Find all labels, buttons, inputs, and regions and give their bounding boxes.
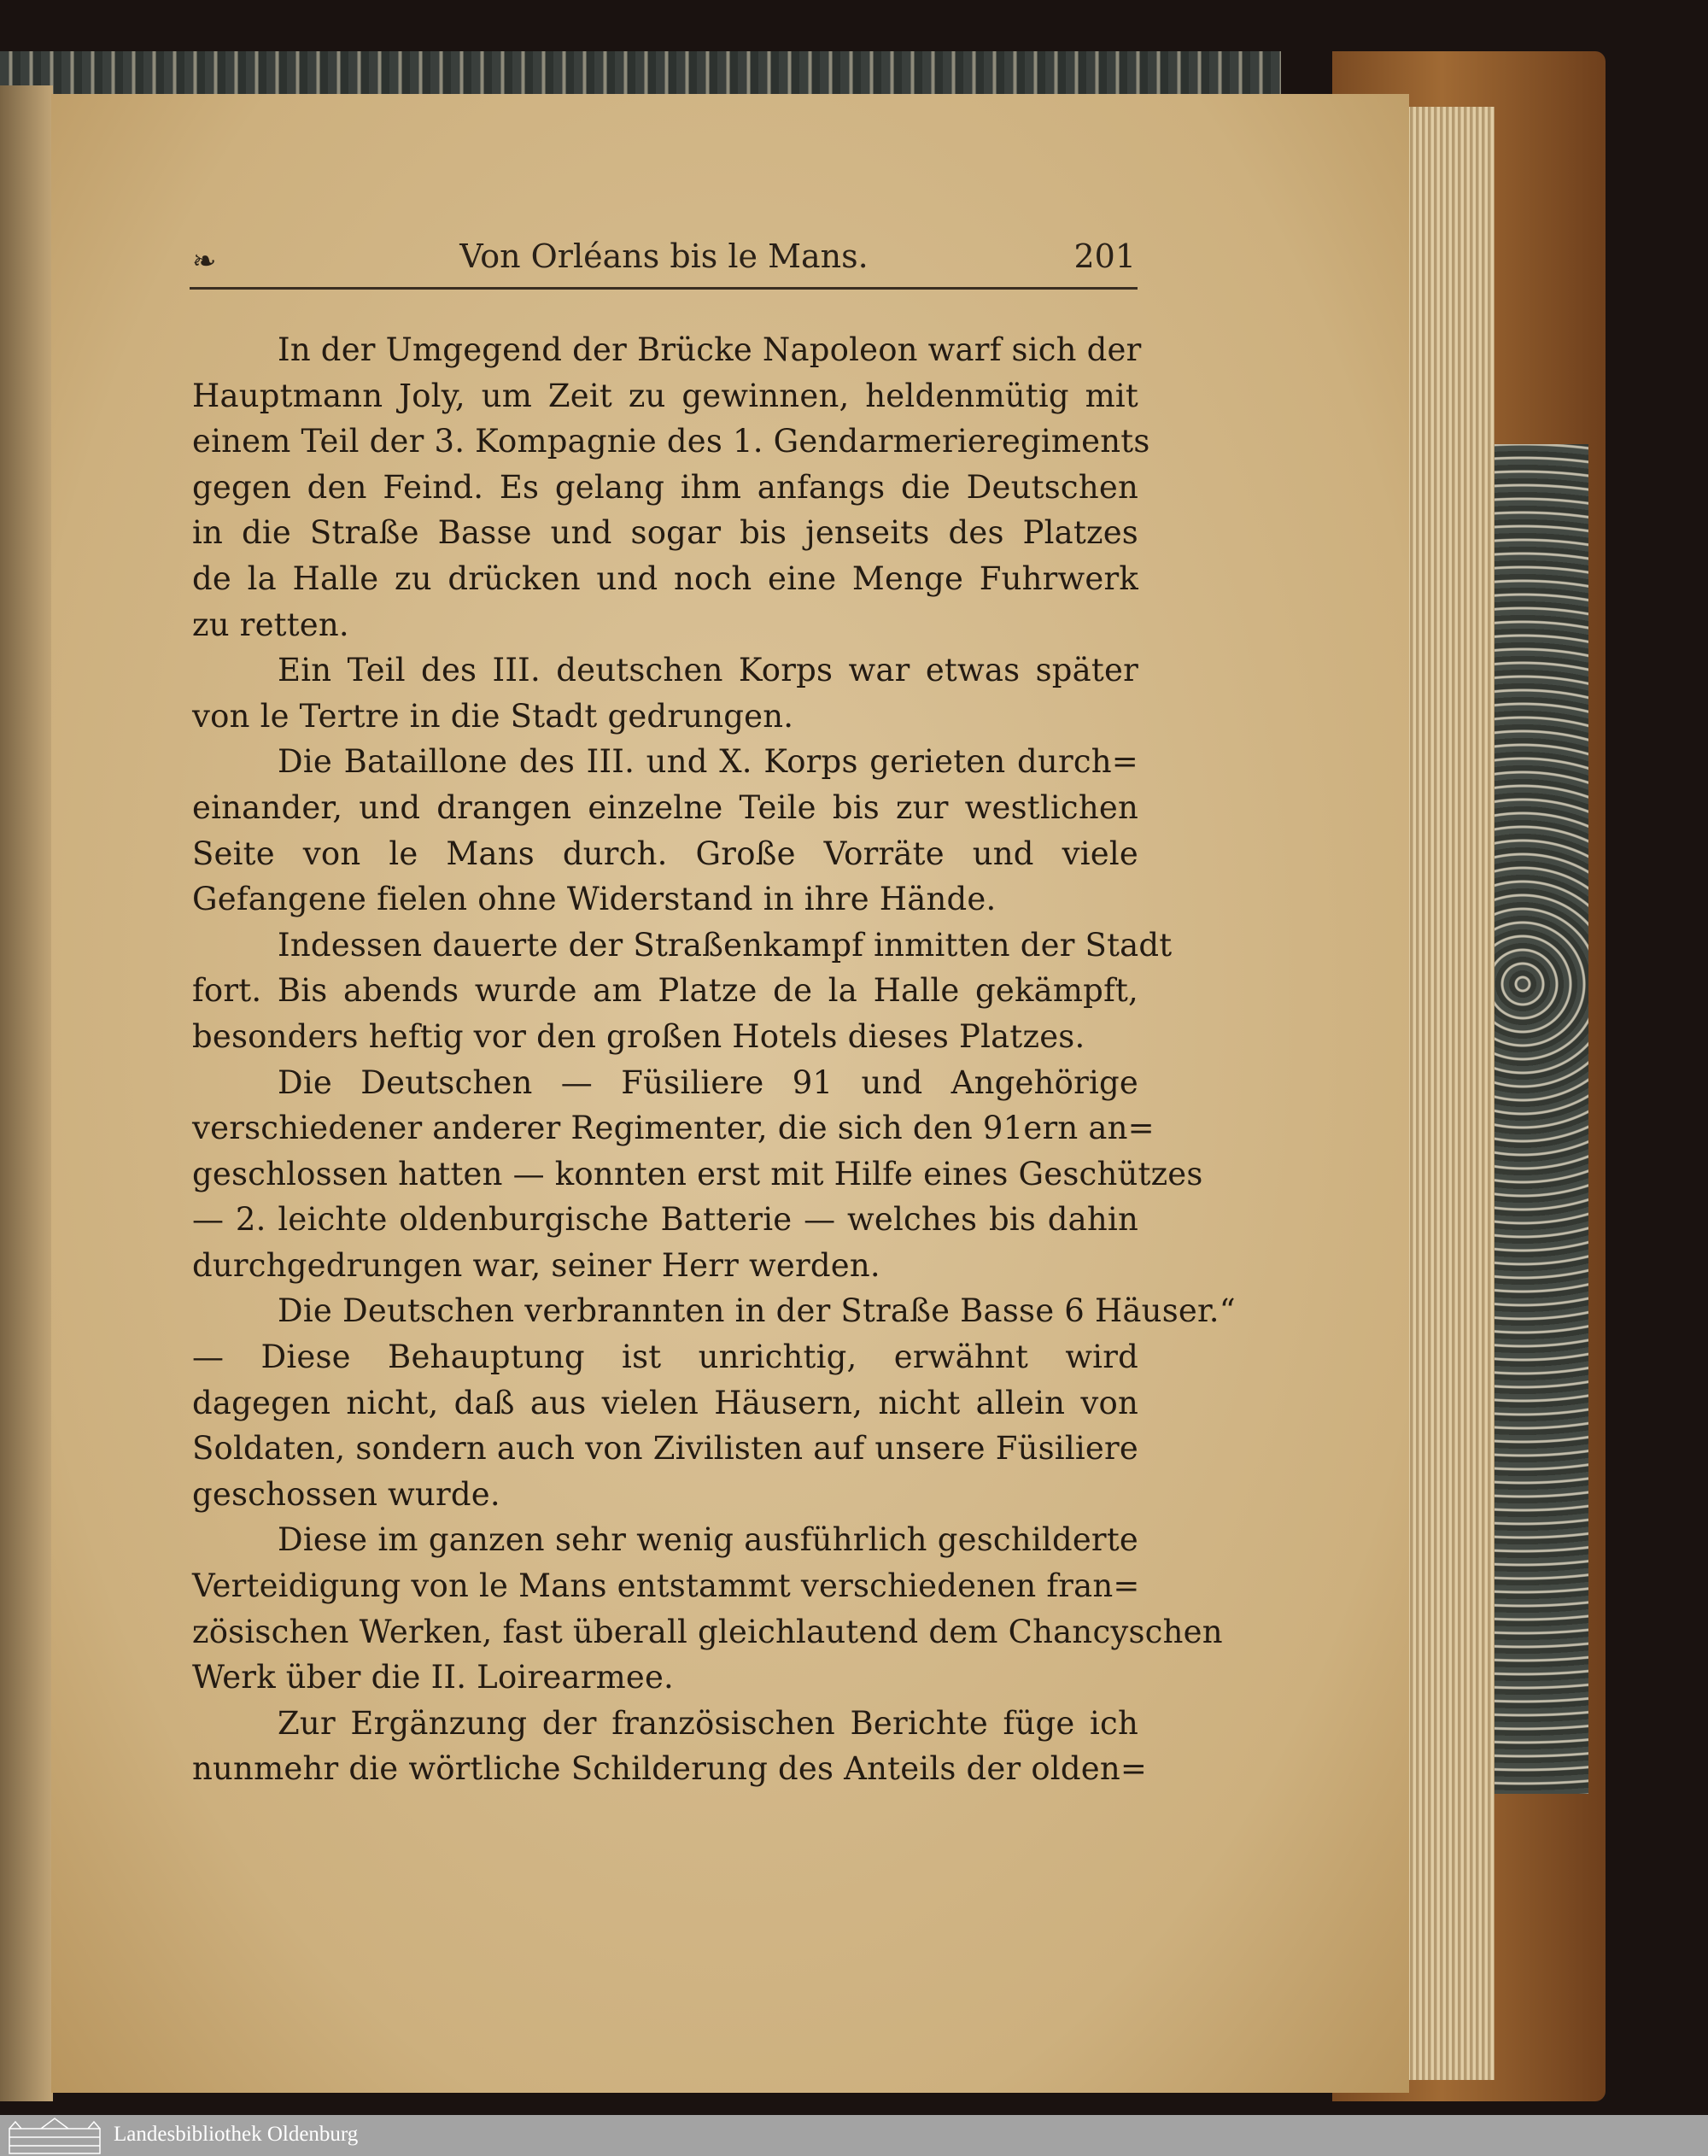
text-line: Verteidigung von le Mans entstammt verschiedenen fran=	[192, 1567, 1140, 1605]
text-line: fort. Bis abends wurde am Platze de la Halle gekämpft,	[192, 972, 1138, 1010]
text-line: Ein Teil des III. deutschen Korps war etwas später	[278, 652, 1138, 689]
text-line: Diese im ganzen sehr wenig ausführlich geschilderte	[278, 1521, 1138, 1559]
text-line: von le Tertre in die Stadt gedrungen.	[192, 697, 794, 735]
text-line: geschlossen hatten — konnten erst mit Hilfe eines Geschützes	[192, 1155, 1203, 1192]
text-line: Werk über die II. Loirearmee.	[192, 1659, 675, 1696]
text-line: — Diese Behauptung ist unrichtig, erwähnt wird	[192, 1339, 1138, 1376]
text-line: nunmehr die wörtliche Schilderung des Anteils der olden=	[192, 1750, 1148, 1788]
text-line: — 2. leichte oldenburgische Batterie — welches bis dahin	[192, 1201, 1138, 1239]
body-text	[192, 327, 1236, 1792]
library-footer-bar	[0, 2115, 1708, 2156]
text-line: durchgedrungen war, seiner Herr werden.	[192, 1246, 880, 1284]
text-line: Hauptmann Joly, um Zeit zu gewinnen, heldenmütig mit	[192, 377, 1138, 414]
ornament-icon: ❧	[192, 244, 217, 278]
text-line: zösischen Werken, fast überall gleichlautend dem Chancyschen	[192, 1613, 1223, 1650]
library-name: Landesbibliothek Oldenburg	[114, 2123, 359, 2146]
marbled-endpaper	[1494, 444, 1588, 1794]
text-line: Die Deutschen verbrannten in der Straße Basse 6 Häuser.“	[278, 1292, 1236, 1330]
text-line: de la Halle zu drücken und noch eine Menge Fuhrwerk	[192, 560, 1138, 597]
library-building-logo-icon	[7, 2117, 102, 2154]
text-line: Soldaten, sondern auch von Zivilisten auf unsere Füsiliere	[192, 1430, 1138, 1468]
text-line: einander, und drangen einzelne Teile bis zur westlichen	[192, 788, 1138, 826]
text-line: In der Umgegend der Brücke Napoleon warf sich der	[278, 331, 1142, 368]
text-line: Die Deutschen — Füsiliere 91 und Angehörige	[278, 1063, 1138, 1101]
text-line: in die Straße Basse und sogar bis jenseits des Platzes	[192, 514, 1138, 552]
running-title: Von Orléans bis le Mans.	[459, 237, 869, 275]
text-line: verschiedener anderer Regimenter, die sich den 91ern an=	[192, 1110, 1155, 1147]
text-line: einem Teil der 3. Kompagnie des 1. Gendarmerieregiments	[192, 423, 1150, 460]
text-line: geschossen wurde.	[192, 1475, 500, 1513]
text-line: Die Bataillone des III. und X. Korps gerieten durch=	[278, 743, 1138, 781]
left-page-edge	[0, 85, 53, 2101]
header-rule	[190, 287, 1138, 290]
text-line: Indessen dauerte der Straßenkampf inmitten der Stadt	[278, 926, 1173, 964]
page-number: 201	[1073, 237, 1136, 275]
text-line: Gefangene fielen ohne Widerstand in ihre Hände.	[192, 881, 997, 918]
text-line: Zur Ergänzung der französischen Berichte füge ich	[278, 1704, 1138, 1742]
running-header	[192, 237, 1136, 280]
text-line: besonders heftig vor den großen Hotels dieses Platzes.	[192, 1017, 1085, 1055]
text-line: dagegen nicht, daß aus vielen Häusern, nicht allein von	[192, 1384, 1138, 1421]
text-line: gegen den Feind. Es gelang ihm anfangs die Deutschen	[192, 468, 1138, 506]
text-line: zu retten.	[192, 606, 349, 643]
text-line: Seite von le Mans durch. Große Vorräte und viele	[192, 835, 1138, 872]
